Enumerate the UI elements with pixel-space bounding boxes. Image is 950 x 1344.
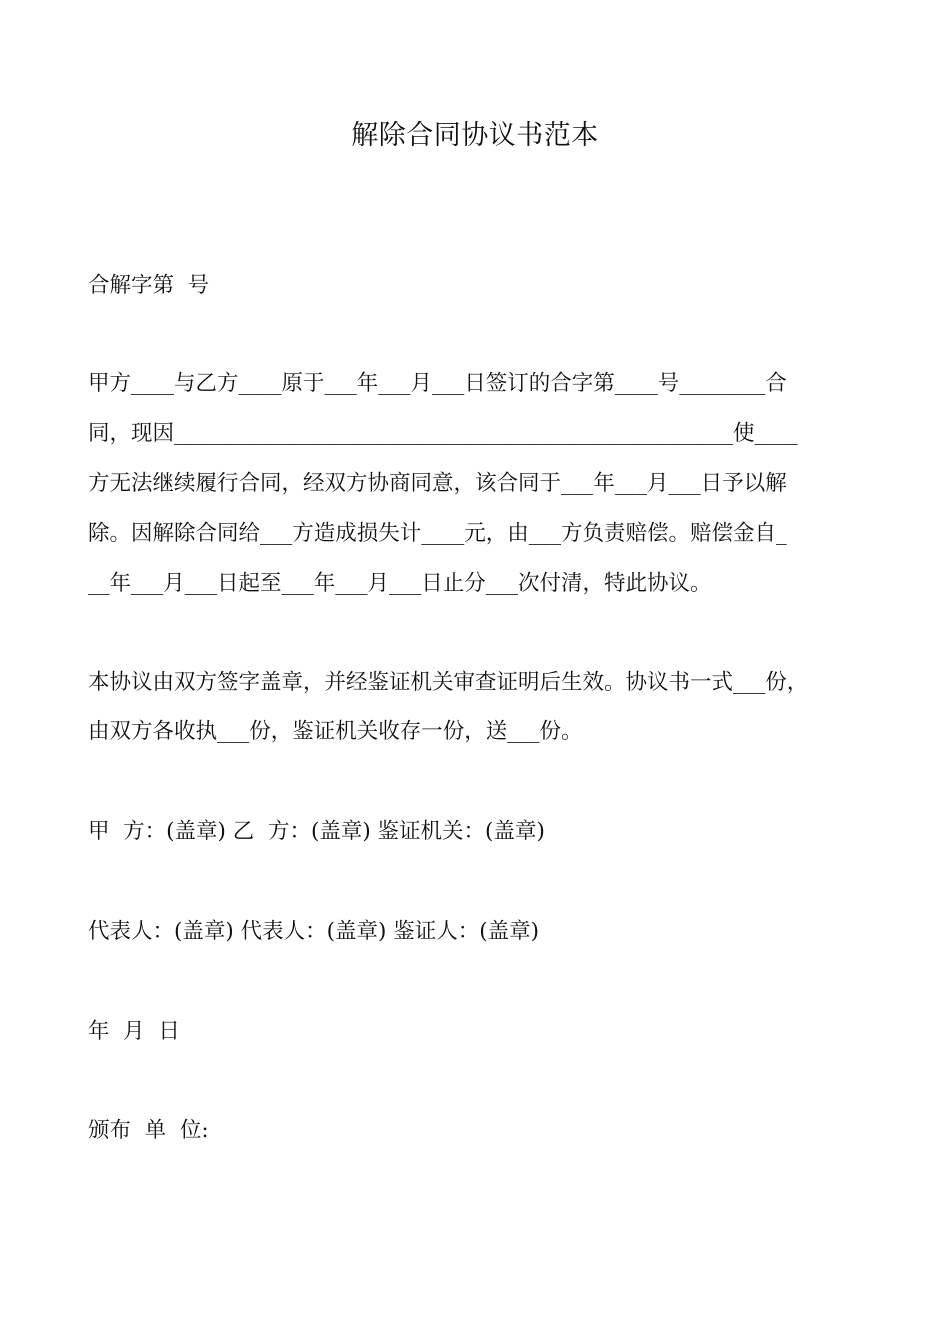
document-title: 解除合同协议书范本 [351,120,599,151]
issuer-line: 颁布 单 位: [88,1118,209,1143]
paragraph-line: 甲方____与乙方____原于___年___月___日签订的合字第____号________合 [88,371,787,396]
signature-parties-line: 甲 方：(盖章) 乙 方：(盖章) 鉴证机关：(盖章) [88,819,545,844]
paragraph-line: 本协议由双方签字盖章，并经鉴证机关审查证明后生效。协议书一式___份， [88,670,809,695]
document-number: 合解字第 号 [88,273,210,298]
paragraph-line: 除。因解除合同给___方造成损失计____元，由___方负责赔偿。赔偿金自_ [88,521,787,546]
paragraph-line: __年___月___日起至___年___月___日止分___次付清，特此协议。 [88,571,712,596]
paragraph-line: 方无法继续履行合同，经双方协商同意，该合同于___年___月___日予以解 [88,471,787,496]
signature-representatives-line: 代表人：(盖章) 代表人：(盖章) 鉴证人：(盖章) [88,919,539,944]
paragraph-line: 由双方各收执___份，鉴证机关收存一份，送___份。 [88,719,583,744]
date-line: 年 月 日 [88,1019,180,1044]
paragraph-line: 同，现因____________________________________________________使____ [88,421,798,446]
